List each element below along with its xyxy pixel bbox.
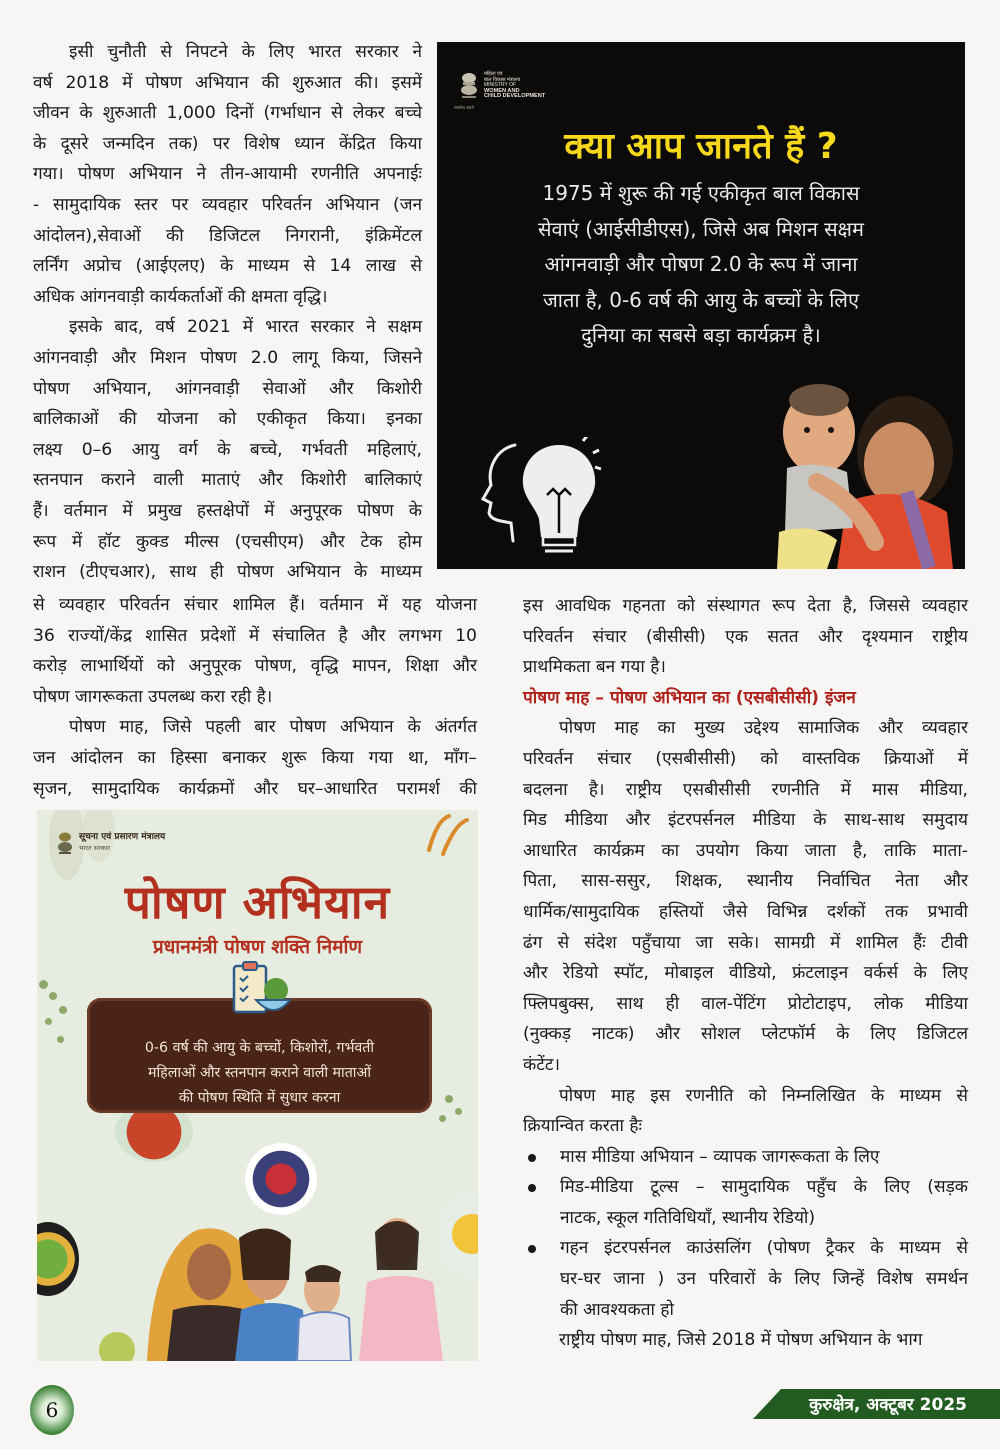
text-line: स्तनपान कराने वाली माताएं और किशोरी बालिकाएं (33, 470, 422, 491)
paragraph-implementation (523, 1081, 968, 1142)
issue-label: कुरुक्षेत्र, अक्टूबर 2025 (809, 1395, 967, 1415)
bullet-dot-icon (528, 1245, 536, 1253)
text-line: जीवन के शुरुआती 1,000 दिनों (गर्भाधान से लेकर बच्चे (33, 103, 422, 124)
poster-box-line: महिलाओं और स्तनपान कराने वाली माताओं (148, 1065, 371, 1081)
article-right-column (523, 591, 968, 1356)
info-body-line: 1975 में शुरू की गई एकीकृत बाल विकास (542, 181, 860, 205)
decorative-dot (39, 980, 48, 989)
bullet-item-mass-media (523, 1142, 968, 1173)
text-line: इसके बाद, वर्ष 2021 में भारत सरकार ने सक्षम (69, 317, 422, 338)
poster-ministry-name: सूचना एवं प्रसारण मंत्रालय (79, 832, 166, 842)
ministry-english-line-2: WOMEN AND (484, 87, 520, 94)
decorative-dot (59, 1006, 67, 1014)
poshan-abhiyan-poster (37, 810, 478, 1361)
text-line: मास मीडिया अभियान – व्यापक जागरूकता के लिए (560, 1146, 880, 1167)
did-you-know-box (437, 42, 965, 569)
paragraph-bcc-priority (523, 591, 968, 683)
text-line: के दूसरे जन्मदिन तक) पर विशेष ध्यान केंद्रित किया (33, 133, 422, 154)
text-line: प्राथमिकता बन गया है। (523, 657, 666, 678)
text-line: - सामुदायिक स्तर पर व्यवहार परिवर्तन अभियान (जन (33, 194, 422, 215)
ministry-hindi-line-1: महिला एवं (484, 71, 503, 77)
text-line: पोषण माह, जिसे पहली बार पोषण अभियान के अंतर्गत (69, 717, 477, 738)
text-line: क्रियान्वित करता हैः (523, 1116, 643, 1137)
text-line: पोषण माह इस रणनीति को निम्नलिखित के माध्यम से (559, 1085, 968, 1106)
info-body-line: जाता है, 0-6 वर्ष की आयु के बच्चों के लिए (542, 287, 860, 312)
text-line: पिता, सास-ससुर, शिक्षक, स्थानीय निर्वाचित नेता और (523, 871, 968, 892)
women-and-children-photo (77, 1210, 477, 1361)
text-line: ढंग से संदेश पहुँचाया जा सके। सामग्री में शामिल हैंः टीवी (523, 932, 968, 953)
clipboard-food-bowl-icon (232, 960, 292, 1018)
poster-ministry-logo (57, 832, 165, 856)
bullet-dot-icon (528, 1154, 536, 1162)
info-box-title: क्या आप जानते हैं ? (564, 126, 838, 167)
bullet-item-mid-media (523, 1172, 968, 1233)
text-line: हैं। वर्तमान में प्रमुख हस्तक्षेपों में अनुपूरक पोषण के (33, 500, 422, 521)
article-left-column (33, 37, 422, 588)
text-line: और रेडियो स्पॉट, मोबाइल वीडियो, फ्रंटलाइन वर्कर्स के लिए (523, 963, 968, 984)
decorative-dot (439, 1115, 446, 1122)
text-line: आंगनवाड़ी और मिशन पोषण 2.0 लागू किया, जिसने (33, 347, 422, 368)
text-line: 36 राज्यों/केंद्र शासित प्रदेशों में संचालित है और लगभग 10 (33, 625, 477, 646)
text-line: फ्लिपबुक्स, साथ ही वाल-पेंटिंग प्रोटोटाइप, लोक मीडिया (523, 993, 968, 1014)
text-line: बालिकाओं की योजना को एकीकृत किया। इनका (33, 409, 422, 430)
poster-title: पोषण अभियान (124, 875, 391, 929)
text-line: कंटेंट। (523, 1054, 561, 1075)
decorative-dot (45, 1018, 52, 1025)
text-line: की आवश्यकता हो (560, 1299, 675, 1320)
text-line: पोषण अभियान, आंगनवाड़ी सेवाओं और किशोरी (33, 378, 422, 399)
poster-box-line: 0-6 वर्ष की आयु के बच्चों, किशोरों, गर्भवती (144, 1040, 375, 1056)
text-line: रूप में हॉट कुक्ड मील्स (एचसीएम) और टेक होम (33, 531, 422, 552)
berries-plate (245, 1143, 317, 1215)
paragraph-mission-poshan (33, 312, 422, 587)
ministry-wcd-logo (459, 72, 545, 102)
text-line: सृजन, सामुदायिक कार्यक्रमों और घर–आधारित परामर्श की (33, 778, 477, 799)
text-line: घर-घर जाना ) उन परिवारों के लिए जिन्हें विशेष समर्थन (560, 1269, 968, 1290)
text-line: (नुक्कड़ नाटक) और सोशल प्लेटफॉर्म के लिए डिजिटल (523, 1024, 968, 1045)
paragraph-scheme-coverage (33, 590, 477, 712)
info-body-line: आंगनवाड़ी और पोषण 2.0 के रूप में जाना (544, 252, 858, 276)
text-line: वर्ष 2018 में पोषण अभियान की शुरुआत की। इसमें (33, 72, 422, 93)
ministry-english-line-1: MINISTRY OF (484, 82, 517, 89)
text-line: गहन इंटरपर्सनल काउंसलिंग (पोषण ट्रैकर के माध्यम से (560, 1238, 968, 1259)
section-heading: पोषण माह – पोषण अभियान का (एसबीसीसी) इंजन (523, 687, 856, 708)
text-line: जन आंदोलन का हिस्सा बनाकर शुरू किया गया था, माँग– (33, 747, 477, 768)
info-body-line: दुनिया का सबसे बड़ा कार्यक्रम है। (581, 323, 821, 347)
bullet-dot-icon (528, 1184, 536, 1192)
text-line: पोषण माह का मुख्य उद्देश्य सामाजिक और व्यवहार (559, 718, 968, 739)
text-line: पोषण जागरूकता उपलब्ध करा रही है। (33, 686, 273, 707)
text-line: राशन (टीएचआर), साथ ही पोषण अभियान के माध्यम (33, 562, 422, 583)
text-line: आंदोलन),सेवाओं की डिजिटल निगरानी, इंक्रिमेंटल (33, 225, 422, 246)
text-line: परिवर्तन संचार (एसबीसीसी) को वास्तविक क्रियाओं में (523, 748, 968, 769)
state-emblem-icon (459, 72, 479, 102)
mother-child-photo (757, 372, 965, 569)
text-line: मिड मीडिया और इंटरपर्सनल मीडिया के साथ-साथ समुदाय (523, 810, 968, 831)
poster-subtitle: प्रधानमंत्री पोषण शक्ति निर्माण (152, 936, 363, 958)
text-line: से व्यवहार परिवर्तन संचार शामिल हैं। वर्तमान में यह योजना (33, 595, 477, 615)
closing-line: राष्ट्रीय पोषण माह, जिसे 2018 में पोषण अभियान के भाग (559, 1330, 923, 1351)
text-line: लर्निंग अप्रोच (आईएलए) के माध्यम से 14 लाख से (33, 256, 422, 277)
text-line: धार्मिक/सामुदायिक हस्तियों जैसे विभिन्न दर्शकों तक प्रभावी (523, 901, 968, 922)
poster-ministry-sub: भारत सरकार (79, 844, 111, 852)
head-lightbulb-icon (477, 437, 607, 557)
state-emblem-icon (57, 832, 73, 856)
text-line: इस आवधिक गहनता को संस्थागत रूप देता है, जिससे व्यवहार (523, 596, 968, 616)
decorative-dot (49, 992, 57, 1000)
text-line: नाटक, स्कूल गतिविधियाँ, स्थानीय रेडियो) (560, 1207, 816, 1228)
text-line: लक्ष्य 0–6 आयु वर्ग के बच्चे, गर्भवती महिलाएं, (33, 439, 422, 460)
decorative-dot (57, 1036, 64, 1043)
ministry-english-line-3: CHILD DEVELOPMENT (484, 93, 546, 100)
implementation-bullet-list (523, 1142, 968, 1326)
emblem-motto: सत्यमेव जयते (454, 105, 474, 110)
ministry-hindi-line-2: बाल विकास मंत्रालय (484, 76, 521, 83)
text-line: बदलना है। राष्ट्रीय एसबीसीसी रणनीति में मास मीडिया, (523, 779, 968, 800)
paragraph-poshan-abhiyan-launch (33, 37, 422, 312)
paragraph-poshan-maah (33, 712, 477, 804)
page-number: 6 (45, 1398, 59, 1422)
text-line: इसी चुनौती से निपटने के लिए भारत सरकार ने (69, 42, 422, 62)
decorative-dot (445, 1095, 453, 1103)
text-line: गया। पोषण अभियान ने तीन-आयामी रणनीति अपनाईः (33, 164, 422, 185)
article-left-column-continued (33, 590, 477, 804)
page-number-badge (30, 1385, 74, 1435)
paragraph-sbcc-objective (523, 713, 968, 1080)
text-line: परिवर्तन संचार (बीसीसी) एक सतत और दृश्यमान राष्ट्रीय (523, 626, 968, 647)
info-box-body (497, 176, 905, 354)
text-line: मिड-मीडिया टूल्स – सामुदायिक पहुँच के लिए (सड़क (560, 1177, 968, 1198)
text-line: आधारित कार्यक्रम का उपयोग किया जाता है, ताकि माता- (523, 840, 968, 861)
info-body-line: सेवाएं (आईसीडीएस), जिसे अब मिशन सक्षम (538, 216, 864, 241)
decorative-dot (455, 1108, 462, 1115)
bullet-item-interpersonal (523, 1233, 968, 1325)
poster-box-line: की पोषण स्थिति में सुधार करना (178, 1090, 341, 1106)
text-line: अधिक आंगनवाड़ी कार्यकर्ताओं की क्षमता वृद्धि। (33, 286, 328, 307)
text-line: करोड़ लाभार्थियों को अनुपूरक पोषण, वृद्धि मापन, शिक्षा और (33, 656, 477, 677)
